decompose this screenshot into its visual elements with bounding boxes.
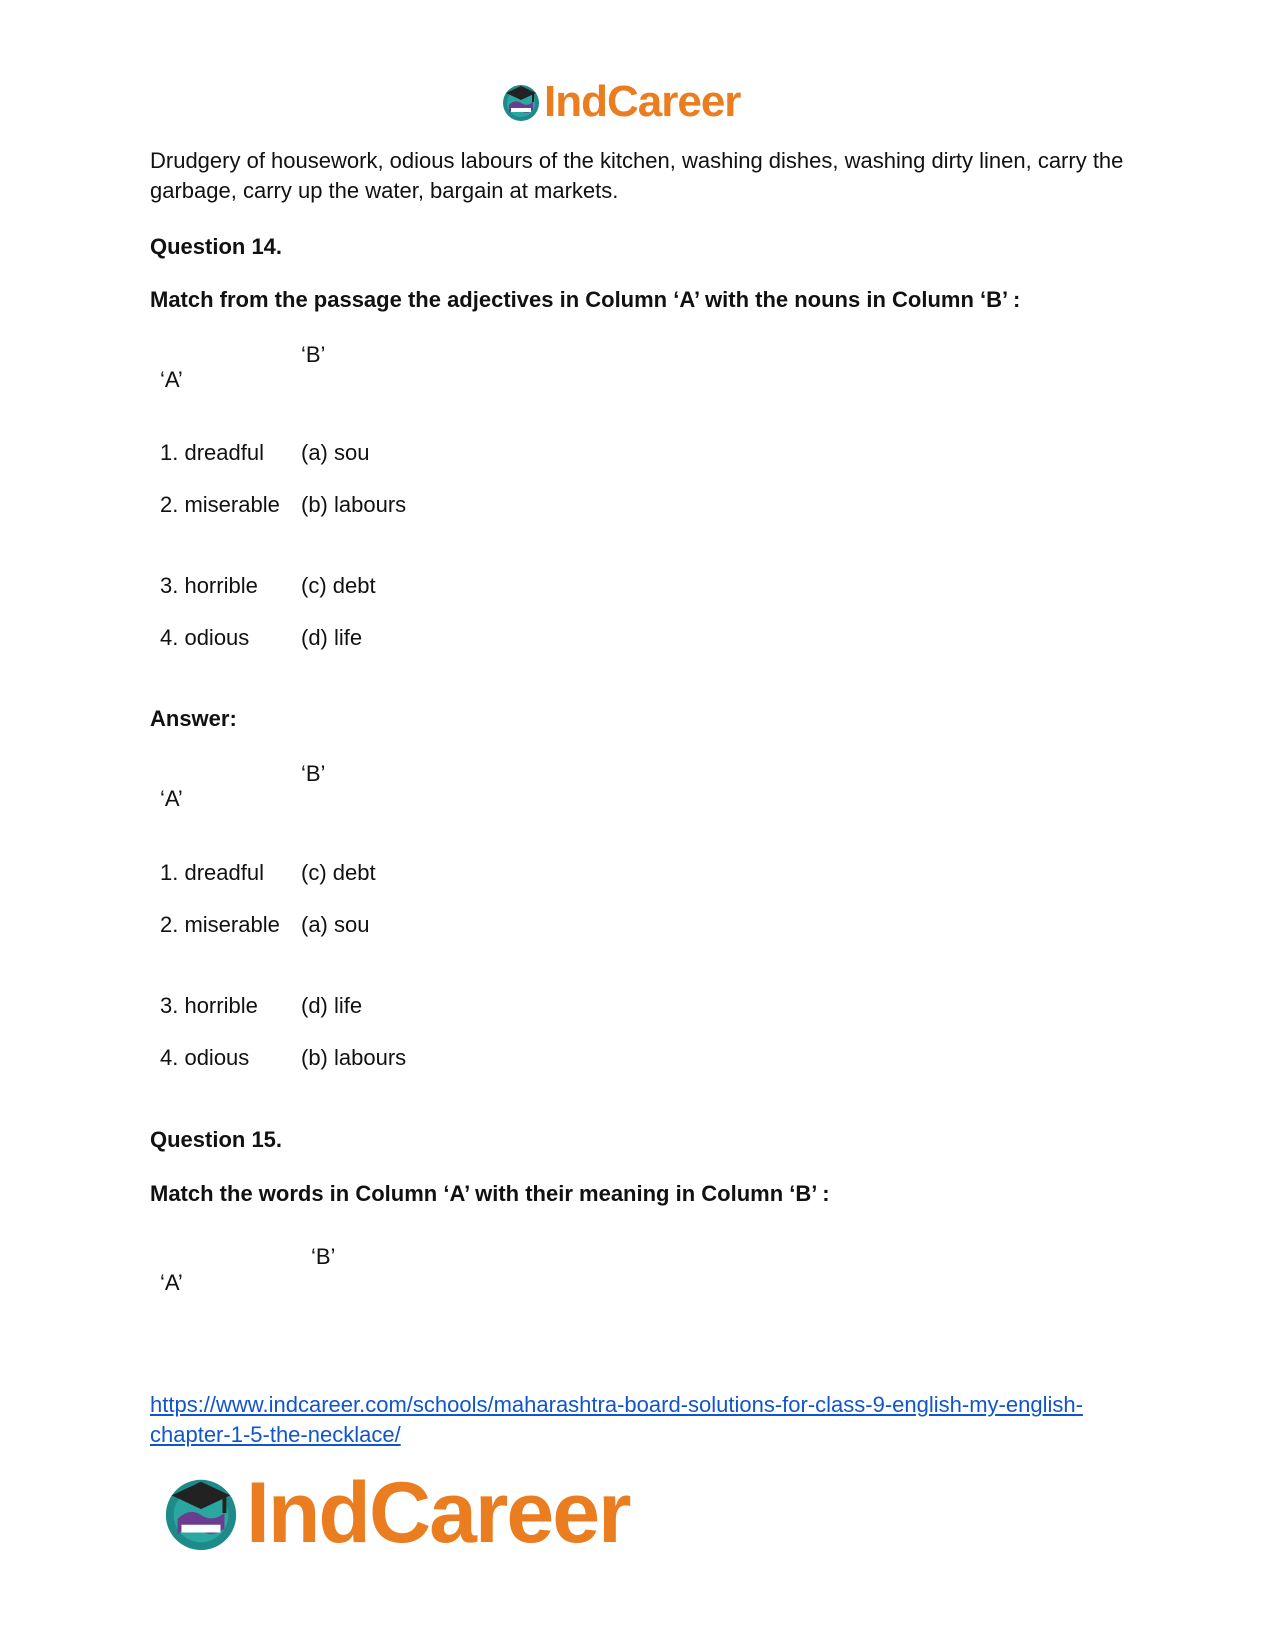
question-14-title: Question 14.: [150, 234, 283, 259]
a14-row-2-b: (a) sou: [301, 912, 370, 937]
q14-header-b: ‘B’: [301, 342, 326, 367]
q14-row-3-a: 3. horrible: [160, 573, 258, 598]
q15-header-b: ‘B’: [311, 1244, 336, 1269]
a14-row-3-a: 3. horrible: [160, 993, 258, 1018]
bottom-logo: [160, 1465, 630, 1561]
a14-row-2-a: 2. miserable: [160, 912, 280, 937]
a14-row-3-b: (d) life: [301, 993, 363, 1018]
top-logo: [500, 78, 740, 126]
intro-paragraph: Drudgery of housework, odious labours of the kitchen, washing dishes, washing dirty linen, carry the garbage, carry up the water, bargain at markets.: [150, 148, 1124, 203]
brand-name: IndCareer: [544, 77, 741, 126]
q15-header-a: ‘A’: [160, 1270, 183, 1295]
question-15-prompt: Match the words in Column ‘A’ with their meaning in Column ‘B’ :: [150, 1181, 830, 1206]
a14-row-4-a: 4. odious: [160, 1045, 250, 1070]
q14-row-2-b: (b) labours: [301, 492, 407, 517]
q14-row-4-b: (d) life: [301, 625, 363, 650]
a14-header-a: ‘A’: [160, 786, 183, 811]
q14-row-4-a: 4. odious: [160, 625, 250, 650]
question-15-title: Question 15.: [150, 1127, 283, 1152]
footer-source-link[interactable]: https://www.indcareer.com/schools/maharashtra-board-solutions-for-class-9-english-my-english-chapter-1-5-the-necklace/: [150, 1392, 1083, 1447]
q14-row-2-a: 2. miserable: [160, 492, 280, 517]
q14-row-1-a: 1. dreadful: [160, 440, 264, 465]
a14-header-b: ‘B’: [301, 761, 326, 786]
question-14-prompt: Match from the passage the adjectives in Column ‘A’ with the nouns in Column ‘B’ :: [150, 287, 1021, 312]
a14-row-1-b: (c) debt: [301, 860, 376, 885]
a14-row-1-a: 1. dreadful: [160, 860, 264, 885]
globe-graduation-cap-icon: [500, 81, 542, 123]
globe-graduation-cap-icon: [160, 1472, 242, 1554]
q14-row-1-b: (a) sou: [301, 440, 370, 465]
a14-row-4-b: (b) labours: [301, 1045, 407, 1070]
brand-name-large: IndCareer: [246, 1465, 630, 1561]
answer-14-title: Answer:: [150, 706, 237, 731]
q14-row-3-b: (c) debt: [301, 573, 376, 598]
q14-header-a: ‘A’: [160, 367, 183, 392]
